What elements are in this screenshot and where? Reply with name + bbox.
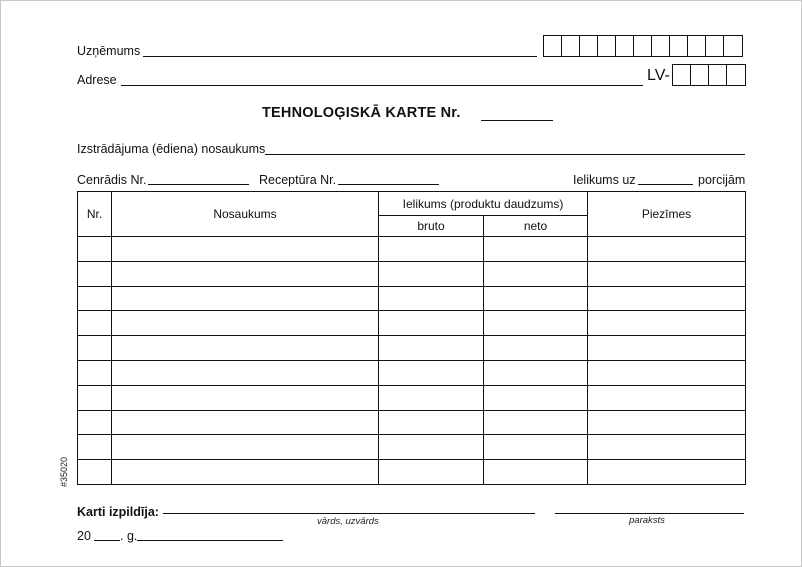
recipe-label: Receptūra Nr. bbox=[259, 173, 337, 187]
date-middle: . g. bbox=[120, 529, 138, 543]
filler-name-field[interactable] bbox=[163, 513, 535, 514]
portions-field[interactable] bbox=[638, 184, 693, 185]
table-row bbox=[78, 286, 746, 311]
table-row bbox=[78, 410, 746, 435]
cell-notes[interactable] bbox=[588, 311, 746, 336]
year-field[interactable] bbox=[94, 540, 120, 541]
cell-notes[interactable] bbox=[588, 460, 746, 485]
cell-notes[interactable] bbox=[588, 435, 746, 460]
date-prefix: 20 bbox=[77, 529, 91, 543]
cell-net[interactable] bbox=[484, 410, 588, 435]
cell-gross[interactable] bbox=[379, 435, 484, 460]
cell-net[interactable] bbox=[484, 336, 588, 361]
table-row bbox=[78, 336, 746, 361]
cell-name[interactable] bbox=[112, 360, 379, 385]
cell-no[interactable] bbox=[78, 360, 112, 385]
signature-field[interactable] bbox=[555, 513, 744, 514]
document-title: TEHNOLOĢISKĀ KARTE Nr. bbox=[262, 105, 461, 121]
price-list-label: Cenrādis Nr. bbox=[77, 173, 147, 187]
cell-name[interactable] bbox=[112, 435, 379, 460]
table-row bbox=[78, 460, 746, 485]
card-number-field[interactable] bbox=[481, 120, 553, 121]
cell-net[interactable] bbox=[484, 286, 588, 311]
header-notes: Piezīmes bbox=[588, 192, 746, 237]
cell-no[interactable] bbox=[78, 336, 112, 361]
cell-notes[interactable] bbox=[588, 360, 746, 385]
cell-name[interactable] bbox=[112, 311, 379, 336]
product-name-field[interactable] bbox=[265, 154, 745, 155]
table-row bbox=[78, 360, 746, 385]
cell-gross[interactable] bbox=[379, 360, 484, 385]
cell-net[interactable] bbox=[484, 385, 588, 410]
postcode-prefix: LV- bbox=[647, 67, 670, 84]
table-row bbox=[78, 261, 746, 286]
cell-notes[interactable] bbox=[588, 385, 746, 410]
cell-gross[interactable] bbox=[379, 261, 484, 286]
filled-by-label: Karti izpildīja: bbox=[77, 505, 159, 519]
cell-name[interactable] bbox=[112, 410, 379, 435]
cell-name[interactable] bbox=[112, 460, 379, 485]
cell-net[interactable] bbox=[484, 311, 588, 336]
table-row bbox=[78, 311, 746, 336]
header-name: Nosaukums bbox=[112, 192, 379, 237]
cell-gross[interactable] bbox=[379, 286, 484, 311]
postcode-boxes[interactable] bbox=[672, 64, 746, 86]
cell-no[interactable] bbox=[78, 410, 112, 435]
cell-gross[interactable] bbox=[379, 336, 484, 361]
company-label: Uzņēmums bbox=[77, 44, 141, 58]
date-field[interactable] bbox=[137, 540, 283, 541]
cell-gross[interactable] bbox=[379, 410, 484, 435]
header-no: Nr. bbox=[78, 192, 112, 237]
cell-gross[interactable] bbox=[379, 311, 484, 336]
company-code-boxes[interactable] bbox=[543, 35, 743, 57]
cell-notes[interactable] bbox=[588, 336, 746, 361]
cell-no[interactable] bbox=[78, 311, 112, 336]
cell-no[interactable] bbox=[78, 237, 112, 262]
cell-notes[interactable] bbox=[588, 261, 746, 286]
cell-name[interactable] bbox=[112, 336, 379, 361]
cell-gross[interactable] bbox=[379, 385, 484, 410]
cell-no[interactable] bbox=[78, 385, 112, 410]
cell-notes[interactable] bbox=[588, 410, 746, 435]
ingredients-table bbox=[77, 191, 746, 485]
cell-name[interactable] bbox=[112, 286, 379, 311]
address-label: Adrese bbox=[77, 73, 117, 87]
cell-notes[interactable] bbox=[588, 237, 746, 262]
company-field[interactable] bbox=[143, 56, 537, 57]
header-quantity: Ielikums (produktu daudzums) bbox=[379, 192, 588, 216]
header-net: neto bbox=[484, 216, 588, 237]
cell-name[interactable] bbox=[112, 385, 379, 410]
name-caption: vārds, uzvārds bbox=[317, 516, 379, 527]
table-row bbox=[78, 435, 746, 460]
cell-name[interactable] bbox=[112, 237, 379, 262]
product-name-label: Izstrādājuma (ēdiena) nosaukums bbox=[77, 142, 266, 156]
portions-prefix-label: Ielikums uz bbox=[573, 173, 636, 187]
cell-no[interactable] bbox=[78, 286, 112, 311]
cell-name[interactable] bbox=[112, 261, 379, 286]
header-gross: bruto bbox=[379, 216, 484, 237]
signature-caption: paraksts bbox=[629, 515, 665, 526]
form-code: #35020 bbox=[59, 456, 69, 487]
cell-net[interactable] bbox=[484, 261, 588, 286]
cell-no[interactable] bbox=[78, 435, 112, 460]
table-row bbox=[78, 385, 746, 410]
portions-suffix-label: porcijām bbox=[698, 173, 746, 187]
recipe-field[interactable] bbox=[338, 184, 439, 185]
cell-net[interactable] bbox=[484, 360, 588, 385]
cell-net[interactable] bbox=[484, 460, 588, 485]
cell-no[interactable] bbox=[78, 460, 112, 485]
price-list-field[interactable] bbox=[148, 184, 249, 185]
cell-net[interactable] bbox=[484, 435, 588, 460]
cell-gross[interactable] bbox=[379, 460, 484, 485]
address-field[interactable] bbox=[121, 85, 643, 86]
cell-no[interactable] bbox=[78, 261, 112, 286]
table-row bbox=[78, 237, 746, 262]
cell-notes[interactable] bbox=[588, 286, 746, 311]
cell-gross[interactable] bbox=[379, 237, 484, 262]
cell-net[interactable] bbox=[484, 237, 588, 262]
